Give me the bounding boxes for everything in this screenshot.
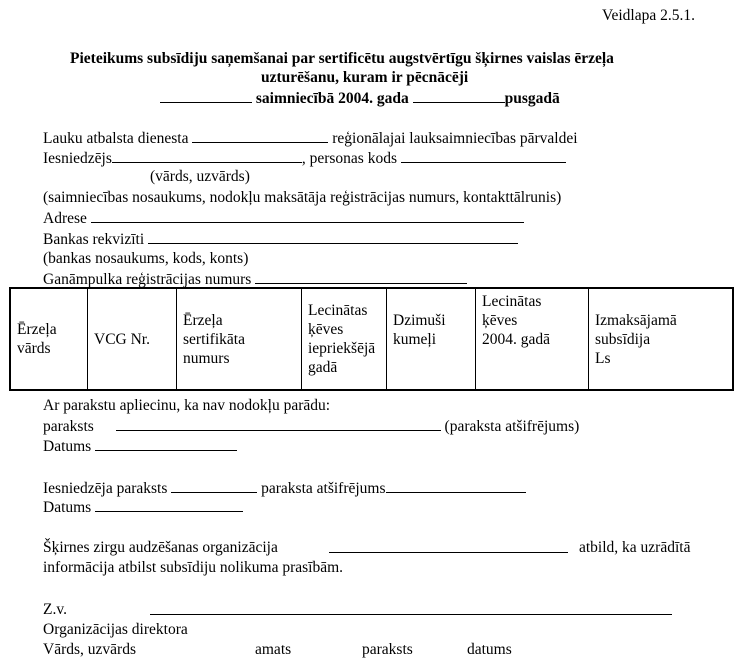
table-header-row <box>10 288 733 390</box>
service-field[interactable] <box>192 128 328 143</box>
col-stallion-name: Ērzeļa vārds <box>10 288 88 390</box>
applicant-signature-field[interactable] <box>171 478 257 493</box>
personal-code-label: , personas kods <box>301 150 398 167</box>
org-name-field[interactable] <box>329 538 568 553</box>
title-line-3-end: pusgadā <box>504 90 560 107</box>
col-mares-2004: Lecinātas ķēves 2004. gadā <box>476 288 589 390</box>
declaration-signature-row <box>43 416 579 436</box>
footer-name: Vārds, uzvārds <box>43 641 136 658</box>
bank-field[interactable] <box>148 229 518 244</box>
declaration-text: Ar parakstu apliecinu, ka nav nodokļu parādu: <box>43 397 331 414</box>
address-row <box>43 208 524 228</box>
address-label: Adrese <box>43 210 87 227</box>
declaration-date-row <box>43 436 237 456</box>
applicant-signature-row <box>43 478 526 498</box>
half-year-blank[interactable] <box>413 88 505 103</box>
name-hint: (vārds, uzvārds) <box>150 168 250 185</box>
half-year-farm-blank[interactable] <box>160 88 252 103</box>
farm-hint: (saimniecības nosaukums, nodokļu maksātāja reģistrācijas numurs, kontakttālrunis) <box>43 189 562 206</box>
service-row <box>43 128 578 148</box>
col-vcg-no: VCG Nr. <box>88 288 177 390</box>
footer-date: datums <box>467 641 512 658</box>
declaration-date-field[interactable] <box>95 436 237 451</box>
declaration-signature-label: paraksts <box>43 418 94 435</box>
declaration-date-label: Datums <box>43 438 92 455</box>
service-suffix: reģionālajai lauksaimniecības pārvaldei <box>332 130 578 147</box>
personal-code-field[interactable] <box>401 148 566 163</box>
org-line-2: informācija atbilst subsīdiju nolikuma prasībām. <box>43 559 344 576</box>
stallion-table <box>9 287 734 391</box>
applicant-decoding-label: paraksta atšifrējums <box>261 480 386 497</box>
col-foals-born: Dzimuši kumeļi <box>387 288 476 390</box>
address-field[interactable] <box>91 208 524 223</box>
footer-position: amats <box>255 641 292 658</box>
applicant-row <box>43 148 566 168</box>
herd-field[interactable] <box>255 269 467 284</box>
applicant-signature-label: Iesniedzēja paraksts <box>43 480 168 497</box>
org-responsible: atbild, ka uzrādītā <box>579 539 691 556</box>
applicant-label: Iesniedzējs <box>43 150 112 167</box>
col-subsidy-payable: Izmaksājamā subsīdija Ls <box>589 288 734 390</box>
applicant-date-field[interactable] <box>95 497 243 512</box>
title-line-3-mid: saimniecībā 2004. gada <box>255 90 409 107</box>
seal-label: Z.v. <box>43 601 67 618</box>
title-line-2: uzturēšanu, kuram ir pēcnācēji <box>261 69 469 86</box>
form-code: Veidlapa 2.5.1. <box>602 7 695 24</box>
title-line-3 <box>160 88 560 108</box>
applicant-field[interactable] <box>112 148 302 163</box>
applicant-date-label: Datums <box>43 499 92 516</box>
director-label: Organizācijas direktora <box>43 621 188 638</box>
herd-row <box>43 269 467 289</box>
col-certificate-no: Ērzeļa sertifikāta numurs <box>177 288 302 390</box>
bank-row <box>43 229 518 249</box>
herd-label: Ganāmpulka reģistrācijas numurs <box>43 271 252 288</box>
footer-signature: paraksts <box>362 641 413 658</box>
bank-hint: (bankas nosaukums, kods, konts) <box>43 250 249 267</box>
title-line-1: Pieteikums subsīdiju saņemšanai par sertificētu augstvērtīgu šķirnes vaislas ērzeļa <box>70 50 614 67</box>
applicant-decoding-field[interactable] <box>386 478 526 493</box>
declaration-signature-field[interactable] <box>116 416 441 431</box>
col-mares-previous-year: Lecinātas ķēves iepriekšējā gadā <box>302 288 387 390</box>
declaration-decoding-label: (paraksta atšifrējums) <box>444 418 580 435</box>
org-name: Šķirnes zirgu audzēšanas organizācija <box>43 539 278 556</box>
service-label: Lauku atbalsta dienesta <box>43 130 189 147</box>
applicant-date-row <box>43 497 243 517</box>
bank-label: Bankas rekvizīti <box>43 231 145 248</box>
director-signature-line[interactable] <box>150 600 672 615</box>
